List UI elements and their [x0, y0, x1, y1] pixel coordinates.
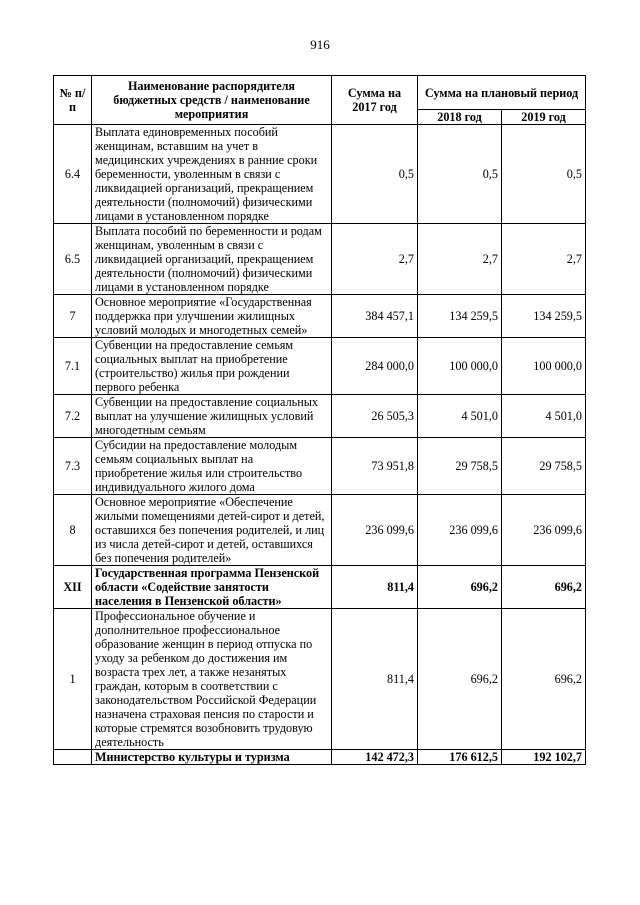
header-year-2019: 2019 год	[502, 110, 586, 125]
table-row	[54, 495, 586, 566]
row-number: 7.1	[54, 338, 92, 395]
row-name: Министерство культуры и туризма	[92, 750, 332, 765]
table-row	[54, 338, 586, 395]
row-number: 1	[54, 609, 92, 750]
row-sum-2019: 0,5	[502, 125, 586, 224]
table-row	[54, 295, 586, 338]
row-sum-2019: 236 099,6	[502, 495, 586, 566]
header-name: Наименование распорядителя бюджетных средств / наименование мероприятия	[92, 76, 332, 125]
row-sum-2019: 2,7	[502, 224, 586, 295]
row-sum-2017: 142 472,3	[332, 750, 418, 765]
row-sum-2018: 0,5	[418, 125, 502, 224]
table-row	[54, 224, 586, 295]
table-row	[54, 395, 586, 438]
row-sum-2017: 0,5	[332, 125, 418, 224]
row-name: Основное мероприятие «Государственная поддержка при улучшении жилищных условий молодых и многодетных семей»	[92, 295, 332, 338]
row-number: 7.3	[54, 438, 92, 495]
row-sum-2019: 192 102,7	[502, 750, 586, 765]
table-body	[54, 125, 586, 765]
row-sum-2019: 696,2	[502, 609, 586, 750]
row-sum-2019: 696,2	[502, 566, 586, 609]
row-sum-2018: 176 612,5	[418, 750, 502, 765]
row-sum-2018: 134 259,5	[418, 295, 502, 338]
row-sum-2017: 284 000,0	[332, 338, 418, 395]
row-sum-2018: 696,2	[418, 609, 502, 750]
row-number: 7.2	[54, 395, 92, 438]
row-sum-2019: 100 000,0	[502, 338, 586, 395]
row-name: Выплата пособий по беременности и родам женщинам, уволенным в связи с ликвидацией организаций, прекращением деятельности (полномочий) физическими лицами в установленном порядке	[92, 224, 332, 295]
row-name: Государственная программа Пензенской области «Содействие занятости населения в Пензенской области»	[92, 566, 332, 609]
row-name: Профессиональное обучение и дополнительное профессиональное образование женщин в период отпуска по уходу за ребенком до достижения им возраста трех лет, а также незанятых граждан, которым в соответствии с законодательством Российской Федерации назначена страховая пенсия по старости и которые стремятся возобновить трудовую деятельность	[92, 609, 332, 750]
row-sum-2017: 236 099,6	[332, 495, 418, 566]
row-number: 6.4	[54, 125, 92, 224]
header-sum-2017: Сумма на 2017 год	[332, 76, 418, 125]
header-sum-planned: Сумма на плановый период	[418, 76, 586, 110]
row-name: Субвенции на предоставление социальных выплат на улучшение жилищных условий многодетным семьям	[92, 395, 332, 438]
row-sum-2019: 4 501,0	[502, 395, 586, 438]
row-sum-2017: 384 457,1	[332, 295, 418, 338]
row-sum-2017: 2,7	[332, 224, 418, 295]
row-sum-2017: 26 505,3	[332, 395, 418, 438]
row-sum-2019: 134 259,5	[502, 295, 586, 338]
header-num: № п/п	[54, 76, 92, 125]
row-sum-2017: 811,4	[332, 609, 418, 750]
row-sum-2017: 811,4	[332, 566, 418, 609]
table-row	[54, 438, 586, 495]
row-sum-2018: 29 758,5	[418, 438, 502, 495]
row-name: Субвенции на предоставление семьям социальных выплат на приобретение (строительство) жилья при рождении первого ребенка	[92, 338, 332, 395]
row-sum-2018: 696,2	[418, 566, 502, 609]
row-sum-2018: 2,7	[418, 224, 502, 295]
row-number: XII	[54, 566, 92, 609]
row-sum-2018: 100 000,0	[418, 338, 502, 395]
row-sum-2018: 4 501,0	[418, 395, 502, 438]
row-sum-2018: 236 099,6	[418, 495, 502, 566]
row-name: Выплата единовременных пособий женщинам, вставшим на учет в медицинских учреждениях в ранние сроки беременности, уволенным в связи с ликвидацией организаций, прекращением деятельности (полномочий) физическими лицами в установленном порядке	[92, 125, 332, 224]
row-sum-2019: 29 758,5	[502, 438, 586, 495]
page-number: 916	[310, 37, 330, 52]
row-name: Субсидии на предоставление молодым семьям социальных выплат на приобретение жилья или строительство индивидуального жилого дома	[92, 438, 332, 495]
header-year-2018: 2018 год	[418, 110, 502, 125]
budget-table	[53, 75, 586, 765]
table-row	[54, 750, 586, 765]
row-number: 6.5	[54, 224, 92, 295]
row-number: 8	[54, 495, 92, 566]
row-number: 7	[54, 295, 92, 338]
table-row	[54, 566, 586, 609]
row-number	[54, 750, 92, 765]
table-row	[54, 609, 586, 750]
table-row	[54, 125, 586, 224]
row-name: Основное мероприятие «Обеспечение жилыми помещениями детей-сирот и детей, оставшихся без попечения родителей, и лиц из числа детей-сирот и детей, оставшихся без попечения родителей»	[92, 495, 332, 566]
row-sum-2017: 73 951,8	[332, 438, 418, 495]
